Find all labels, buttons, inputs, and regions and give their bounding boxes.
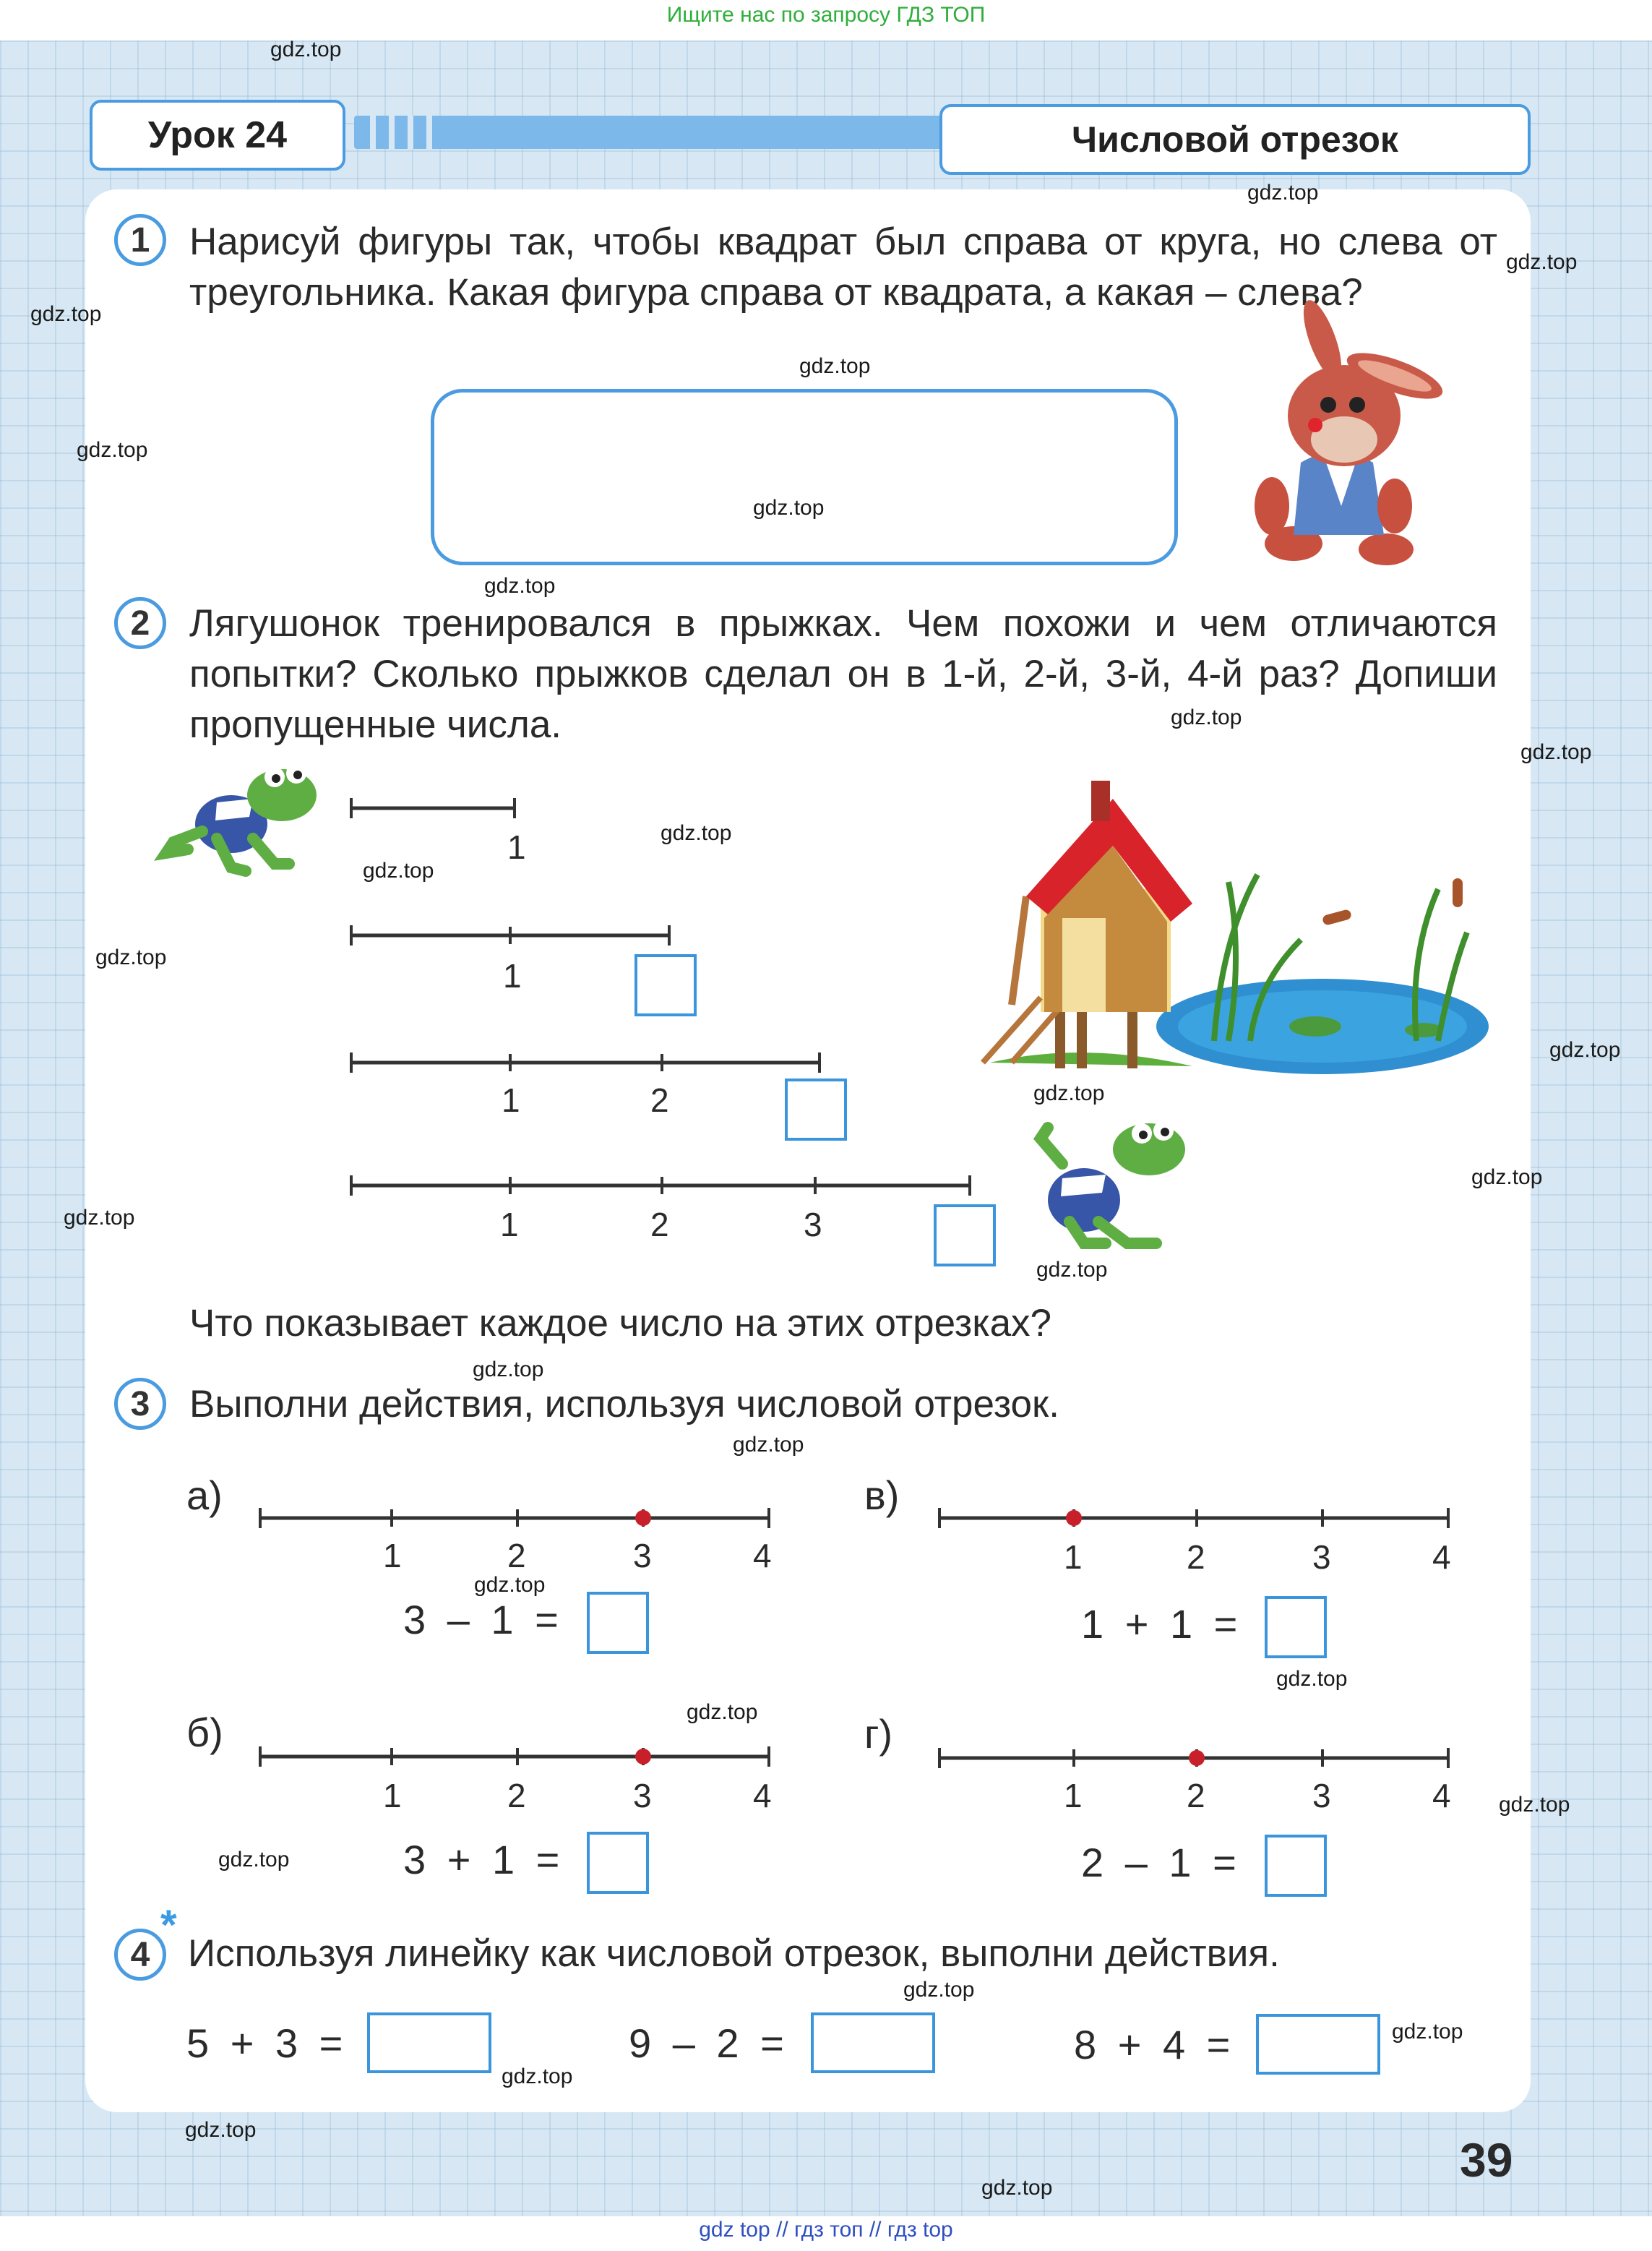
watermark: gdz.top xyxy=(270,38,342,61)
tick-label: 2 xyxy=(507,1537,526,1574)
item-letter-v: в) xyxy=(864,1472,900,1518)
task2-text: Лягушонок тренировался в прыжках. Чем похожи и чем отличаются попытки? Сколько прыжков сделал он в 1-й, 2-й, 3-й, 4-й раз? Допиши пропущенные числа. xyxy=(189,602,1497,746)
watermark: gdz.top xyxy=(1247,181,1319,205)
marked-point xyxy=(1066,1510,1082,1526)
topic-title: Числовой отрезок xyxy=(939,104,1531,175)
watermark: gdz.top xyxy=(1549,1038,1621,1062)
watermark: gdz.top xyxy=(1276,1667,1348,1691)
watermark: gdz.top xyxy=(1171,706,1242,729)
answer-box[interactable] xyxy=(1265,1835,1327,1897)
watermark: gdz.top xyxy=(1036,1258,1108,1282)
task3-line-g xyxy=(939,1748,1451,1814)
watermark: gdz.top xyxy=(661,821,732,845)
tick-label: 2 xyxy=(650,1081,669,1119)
tick-label: 1 xyxy=(1064,1777,1083,1814)
frog-illustration-left xyxy=(166,763,317,871)
expression-4b: 9 – 2 = xyxy=(629,2020,784,2066)
watermark: gdz.top xyxy=(753,496,825,520)
answer-box[interactable] xyxy=(634,954,697,1016)
watermark: gdz.top xyxy=(64,1206,135,1230)
bottom-banner[interactable]: gdz top // гдз топ // гдз top xyxy=(699,2218,953,2242)
item-letter-b: б) xyxy=(186,1710,223,1755)
watermark: gdz.top xyxy=(903,1978,975,2002)
watermark: gdz.top xyxy=(799,354,871,378)
watermark: gdz.top xyxy=(687,1700,758,1724)
tick-label: 3 xyxy=(633,1777,652,1814)
expression-a: 3 – 1 = xyxy=(403,1597,559,1642)
tick-label: 1 xyxy=(502,1081,520,1119)
expression-b: 3 + 1 = xyxy=(403,1837,560,1882)
marked-point xyxy=(635,1749,651,1765)
watermark: gdz.top xyxy=(1520,740,1592,764)
task3-text: Выполни действия, используя числовой отрезок. xyxy=(189,1383,1059,1425)
watermark: gdz.top xyxy=(473,1358,544,1381)
task-number-4: 4 xyxy=(114,1929,166,1981)
top-banner[interactable]: Ищите нас по запросу ГДЗ ТОП xyxy=(666,3,986,27)
tick-label: 1 xyxy=(507,828,526,866)
watermark: gdz.top xyxy=(981,2176,1053,2200)
expression-4c: 8 + 4 = xyxy=(1074,2022,1231,2067)
tick-label: 1 xyxy=(503,957,522,995)
item-letter-a: а) xyxy=(186,1472,223,1518)
lesson-title: Урок 24 xyxy=(90,100,345,171)
tick-label: 2 xyxy=(650,1206,669,1243)
task2-line-1 xyxy=(351,798,526,866)
watermark: gdz.top xyxy=(185,2118,257,2142)
tick-label: 2 xyxy=(1187,1538,1205,1576)
answer-box[interactable] xyxy=(811,2012,935,2073)
item-letter-g: г) xyxy=(864,1711,893,1757)
task2-number-lines xyxy=(351,798,970,1243)
page-number: 39 xyxy=(1460,2133,1513,2187)
tick-label: 3 xyxy=(633,1537,652,1574)
tick-label: 2 xyxy=(507,1777,526,1814)
watermark: gdz.top xyxy=(1033,1081,1105,1105)
watermark: gdz.top xyxy=(218,1848,290,1871)
task2-line-3 xyxy=(351,1052,819,1119)
answer-box[interactable] xyxy=(587,1832,649,1894)
tick-label: 1 xyxy=(1064,1538,1083,1576)
expression-g: 2 – 1 = xyxy=(1081,1840,1236,1885)
watermark: gdz.top xyxy=(484,574,556,598)
watermark: gdz.top xyxy=(77,438,148,462)
marked-point xyxy=(635,1510,651,1526)
answer-box[interactable] xyxy=(1256,2014,1380,2075)
task-number-3: 3 xyxy=(114,1378,166,1430)
task1-text: Нарисуй фигуры так, чтобы квадрат был справа от круга, но слева от треугольника. Какая фигура справа от квадрата, а какая – слева? xyxy=(189,220,1497,314)
tick-label: 3 xyxy=(804,1206,822,1243)
tick-label: 1 xyxy=(500,1206,519,1243)
task3-line-b xyxy=(260,1746,772,1814)
bunny-illustration xyxy=(1255,296,1447,565)
tick-label: 1 xyxy=(383,1537,402,1574)
answer-box[interactable] xyxy=(587,1592,649,1654)
task2-question: Что показывает каждое число на этих отрезках? xyxy=(189,1302,1052,1345)
watermark: gdz.top xyxy=(733,1433,804,1457)
expression-4a: 5 + 3 = xyxy=(186,2020,343,2066)
house-pond-illustration xyxy=(983,781,1489,1074)
task-number-1: 1 xyxy=(114,214,166,266)
watermark: gdz.top xyxy=(502,2065,573,2088)
answer-box[interactable] xyxy=(367,2012,491,2073)
tick-label: 3 xyxy=(1312,1777,1331,1814)
tick-label: 3 xyxy=(1312,1538,1331,1576)
watermark: gdz.top xyxy=(95,946,167,969)
watermark: gdz.top xyxy=(474,1573,546,1597)
task4-text: Используя линейку как числовой отрезок, выполни действия. xyxy=(188,1932,1280,1975)
task3-line-a xyxy=(260,1508,772,1574)
watermark: gdz.top xyxy=(30,302,102,326)
tick-label: 4 xyxy=(1432,1777,1451,1814)
answer-box[interactable] xyxy=(1265,1596,1327,1658)
tick-label: 2 xyxy=(1187,1777,1205,1814)
watermark: gdz.top xyxy=(1506,250,1578,274)
star-icon: * xyxy=(160,1902,177,1949)
answer-box[interactable] xyxy=(934,1204,996,1266)
tick-label: 4 xyxy=(753,1537,772,1574)
expression-v: 1 + 1 = xyxy=(1081,1601,1238,1647)
task3-number-lines xyxy=(260,1508,1451,1814)
tick-label: 4 xyxy=(753,1777,772,1814)
watermark: gdz.top xyxy=(1392,2020,1463,2044)
tick-label: 1 xyxy=(383,1777,402,1814)
task2-line-2 xyxy=(351,925,669,995)
watermark: gdz.top xyxy=(1471,1165,1543,1189)
watermark: gdz.top xyxy=(1499,1793,1570,1817)
task2-line-4 xyxy=(351,1175,970,1243)
task3-line-v xyxy=(939,1508,1451,1576)
frog-illustration-right xyxy=(1041,1120,1185,1243)
watermark: gdz.top xyxy=(363,859,434,883)
marked-point xyxy=(1189,1750,1205,1766)
answer-box[interactable] xyxy=(785,1079,847,1141)
tick-label: 4 xyxy=(1432,1538,1451,1576)
task-number-2: 2 xyxy=(114,597,166,649)
